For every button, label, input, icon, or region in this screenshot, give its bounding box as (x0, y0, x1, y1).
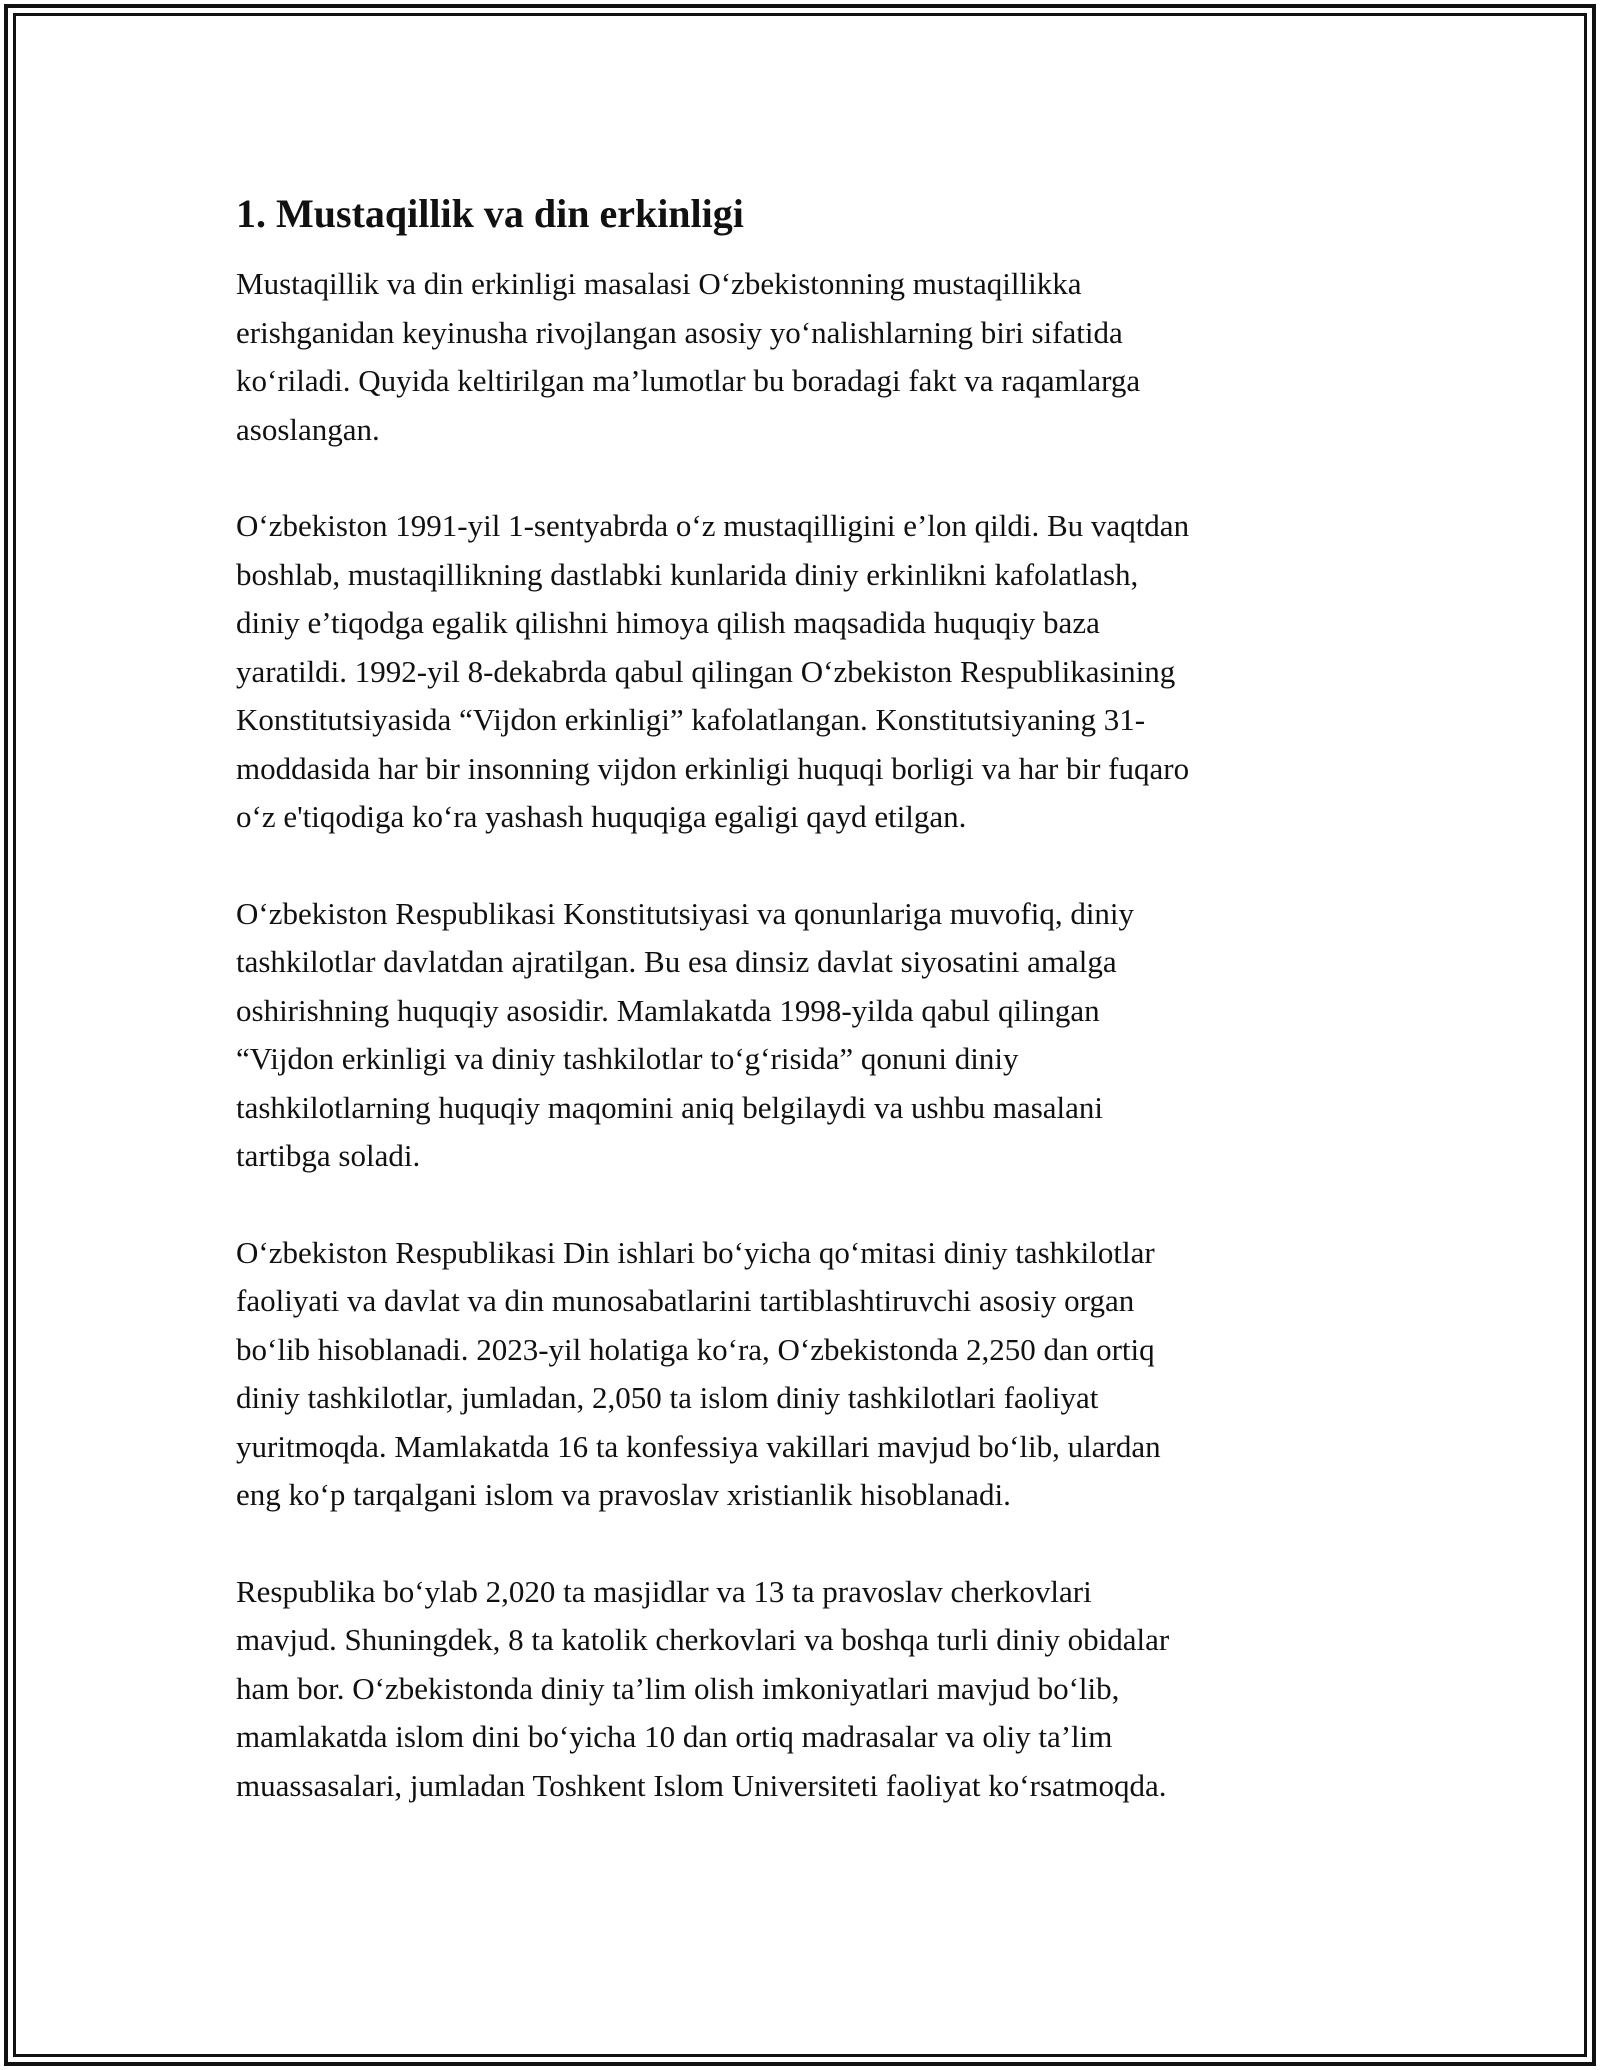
text-line: tashkilotlarning huquqiy maqomini aniq belgilaydi va ushbu masalani (236, 1089, 1104, 1125)
text-line: O‘zbekiston 1991-yil 1-sentyabrda o‘z mustaqilligini e’lon qildi. Bu vaqtdan (236, 508, 1190, 543)
text-line: faoliyati va davlat va din munosabatlarini tartiblashtiruvchi asosiy organ (236, 1283, 1135, 1318)
text-line: Mustaqillik va din erkinligi masalasi O‘zbekistonning mustaqillikka (236, 266, 1082, 301)
text-line: yuritmoqda. Mamlakatda 16 ta konfessiya vakillari mavjud bo‘lib, ulardan (236, 1428, 1161, 1464)
paragraph-committee (236, 1229, 1376, 1520)
paragraph-constitution (236, 890, 1376, 1181)
text-line: muassasalari, jumladan Toshkent Islom Universiteti faoliyat ko‘rsatmoqda. (236, 1767, 1167, 1803)
paragraph-religious-sites (236, 1568, 1376, 1811)
text-line: Respublika bo‘ylab 2,020 ta masjidlar va 13 ta pravoslav cherkovlari (236, 1573, 1092, 1609)
document-body (236, 188, 1376, 1858)
text-line: moddasida har bir insonning vijdon erkinligi huquqi borligi va har bir fuqaro (236, 750, 1190, 786)
text-line: O‘zbekiston Respublikasi Din ishlari bo‘yicha qo‘mitasi diniy tashkilotlar (236, 1234, 1155, 1270)
text-line: eng ko‘p tarqalgani islom va pravoslav xristianlik hisoblanadi. (236, 1477, 1011, 1512)
text-line: o‘z e'tiqodiga ko‘ra yashash huquqiga egaligi qayd etilgan. (236, 799, 967, 834)
text-line: tashkilotlar davlatdan ajratilgan. Bu esa dinsiz davlat siyosatini amalga (236, 944, 1117, 979)
text-line: mavjud. Shuningdek, 8 ta katolik cherkovlari va boshqa turli diniy obidalar (236, 1622, 1170, 1657)
text-line: bo‘lib hisoblanadi. 2023-yil holatiga ko‘ra, O‘zbekistonda 2,250 dan ortiq (236, 1331, 1155, 1367)
text-line: tartibga soladi. (236, 1138, 421, 1173)
text-line: Konstitutsiyasida “Vijdon erkinligi” kafolatlangan. Konstitutsiyaning 31- (236, 702, 1146, 737)
text-line: mamlakatda islom dini bo‘yicha 10 dan ortiq madrasalar va oliy ta’lim (236, 1719, 1113, 1754)
text-line: oshirishning huquqiy asosidir. Mamlakatda 1998-yilda qabul qilingan (236, 992, 1100, 1028)
paragraph-intro (236, 260, 1376, 454)
text-line: erishganidan keyinusha rivojlangan asosiy yo‘nalishlarning biri sifatida (236, 314, 1123, 350)
text-line: O‘zbekiston Respublikasi Konstitutsiyasi va qonunlariga muvofiq, diniy (236, 895, 1135, 931)
text-line: ham bor. O‘zbekistonda diniy ta’lim olish imkoniyatlari mavjud bo‘lib, (236, 1670, 1120, 1706)
text-line: boshlab, mustaqillikning dastlabki kunlarida diniy erkinlikni kafolatlash, (236, 556, 1139, 592)
section-heading: 1. Mustaqillik va din erkinligi (236, 191, 744, 236)
text-line: ko‘riladi. Quyida keltirilgan ma’lumotlar bu boradagi fakt va raqamlarga (236, 363, 1141, 398)
text-line: yaratildi. 1992-yil 8-dekabrda qabul qilingan O‘zbekiston Respublikasining (236, 653, 1176, 689)
text-line: diniy tashkilotlar, jumladan, 2,050 ta islom diniy tashkilotlari faoliyat (236, 1380, 1099, 1415)
text-line: “Vijdon erkinligi va diniy tashkilotlar to‘g‘risida” qonuni diniy (236, 1041, 1019, 1076)
text-line: diniy e’tiqodga egalik qilishni himoya qilish maqsadida huquqiy baza (236, 605, 1100, 640)
paragraph-independence (236, 502, 1376, 842)
text-line: asoslangan. (236, 411, 380, 447)
